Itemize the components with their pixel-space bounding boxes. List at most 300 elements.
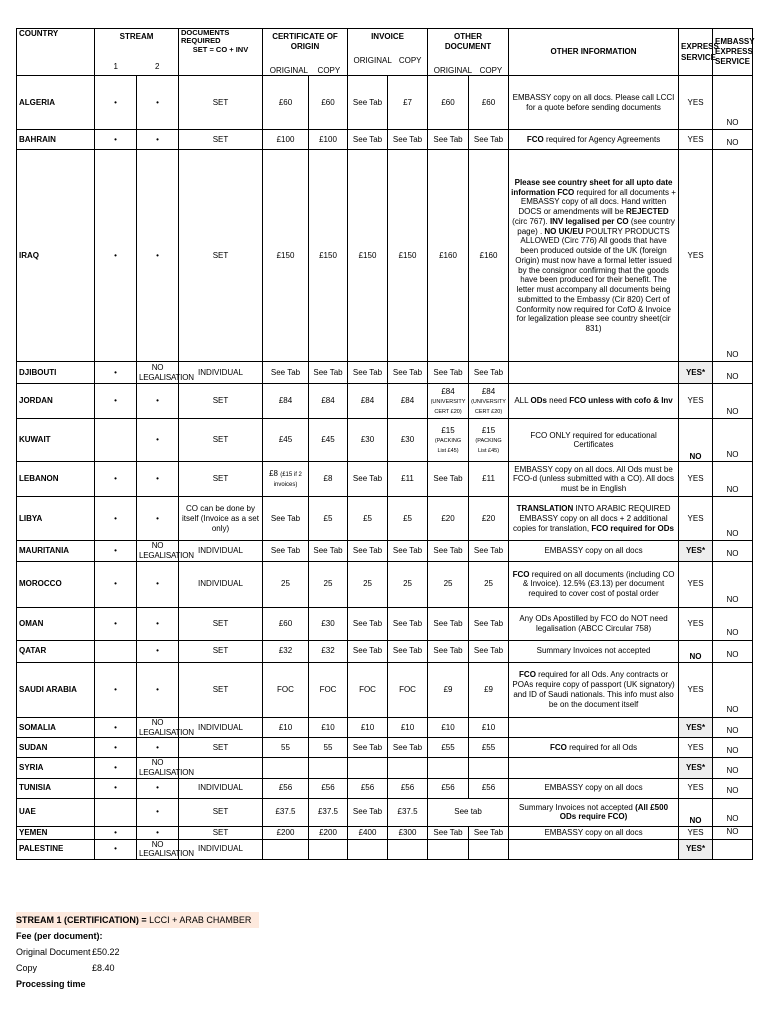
co-copy-fee: £150 <box>309 150 348 362</box>
info-bold: (All £500 ODs require FCO) <box>559 802 669 822</box>
country-name: SOMALIA <box>17 717 95 738</box>
co-original-fee <box>263 419 309 462</box>
other-doc-original-note: (PACKING List £45) <box>434 438 462 455</box>
other-doc-copy-fee <box>469 541 509 562</box>
header-co-copy: COPY <box>317 65 341 75</box>
invoice-copy-fee: £30 <box>388 419 428 462</box>
other-doc-copy-fee <box>469 462 509 497</box>
info-text: required for Agency Agreements <box>543 134 661 144</box>
header-stream <box>95 29 179 76</box>
documents-required: SET <box>179 384 263 419</box>
info-text-3: (see country page) . <box>517 216 675 236</box>
header-inv-copy: COPY <box>398 55 422 65</box>
documents-required: SET <box>179 662 263 717</box>
invoice-copy-fee: £300 <box>388 826 428 839</box>
embassy-express-status: NO <box>713 826 753 839</box>
invoice-original-fee: £5 <box>348 497 388 541</box>
invoice-copy-fee: £10 <box>388 717 428 738</box>
invoice-copy-fee: See Tab <box>388 541 428 562</box>
header-other-document <box>428 29 509 76</box>
country-rows <box>17 76 753 860</box>
invoice-copy-fee <box>388 758 428 779</box>
stream-1-mark: • <box>95 607 137 640</box>
embassy-express-status: NO <box>713 541 753 562</box>
invoice-original-fee: See Tab <box>348 798 388 826</box>
other-information <box>509 826 679 839</box>
fee-copy-label: Copy <box>16 963 38 973</box>
invoice-copy-fee: See Tab <box>388 640 428 662</box>
documents-required: SET <box>179 462 263 497</box>
invoice-copy-fee: £11 <box>388 462 428 497</box>
country-name: LIBYA <box>17 497 95 541</box>
other-doc-original-fee <box>428 738 469 758</box>
info-text: EMBASSY copy on all docs <box>544 827 643 837</box>
header-certificate-of-origin <box>263 29 348 76</box>
info-text: FCO ONLY required for educational Certificates <box>530 430 657 450</box>
documents-required: SET <box>179 130 263 150</box>
co-original-value: £60 <box>278 618 293 628</box>
other-information <box>509 130 679 150</box>
other-doc-copy-value: £20 <box>481 513 496 523</box>
invoice-copy-fee: FOC <box>388 662 428 717</box>
stream-2-mark: • <box>137 640 179 662</box>
other-information <box>509 419 679 462</box>
stream-1-mark: • <box>95 738 137 758</box>
embassy-express-status: NO <box>713 738 753 758</box>
info-bold: ODs <box>530 396 547 406</box>
co-original-value: See Tab <box>270 367 301 377</box>
other-doc-original-value: See Tab <box>433 367 463 377</box>
co-copy-fee: £56 <box>309 778 348 798</box>
invoice-original-fee: £10 <box>348 717 388 738</box>
other-information <box>509 717 679 738</box>
fee-original-label: Original Document <box>16 947 91 957</box>
embassy-express-status: NO <box>713 384 753 419</box>
other-doc-copy-fee <box>469 778 509 798</box>
other-doc-copy-note: (PACKING List £45) <box>475 438 502 455</box>
header-invoice-label: INVOICE <box>371 32 404 41</box>
express-service-status: YES* <box>679 758 713 779</box>
stream-1-mark: • <box>95 717 137 738</box>
stream-1-mark <box>95 640 137 662</box>
stream1-definition <box>16 912 259 928</box>
express-service-status: YES <box>679 662 713 717</box>
express-service-status: YES <box>679 561 713 607</box>
invoice-copy-fee: £37.5 <box>388 798 428 826</box>
express-service-status: YES <box>679 150 713 362</box>
info-text-4: POULTRY PRODUCTS ALLOWED (Circ 776) All goods that have been produced outside of the UK (foreign Origin) must now have a formal letter issued by the consignor confirming that the goods have been produced for their benefit. The letter must accompany all documents being submitted to the Embassy (Cir 820) Cert of Conformity now required for CofO & Invoice for legalization please see country sheet(cir 831) <box>515 226 672 333</box>
invoice-original-fee <box>348 839 388 860</box>
header-stream-label: STREAM <box>119 32 154 41</box>
header-od-label: OTHER DOCUMENT <box>444 32 492 51</box>
other-doc-original-value: See Tab <box>433 618 463 628</box>
other-doc-original-value: See Tab <box>433 646 463 656</box>
co-original-fee <box>263 76 309 130</box>
documents-required: SET <box>179 738 263 758</box>
other-doc-copy-value: See Tab <box>473 827 504 837</box>
fee-original-value: £50.22 <box>92 947 120 957</box>
documents-required: SET <box>179 640 263 662</box>
other-information <box>509 76 679 130</box>
country-name: SAUDI ARABIA <box>17 662 95 717</box>
other-doc-copy-value: See Tab <box>473 646 504 656</box>
stream-fee-notes <box>16 912 416 992</box>
other-doc-copy-value: See Tab <box>473 618 504 628</box>
other-doc-original-value: £20 <box>441 513 455 523</box>
documents-required: SET <box>179 826 263 839</box>
invoice-original-fee: See Tab <box>348 607 388 640</box>
other-information <box>509 541 679 562</box>
table-row <box>17 541 753 562</box>
documents-required: INDIVIDUAL <box>179 541 263 562</box>
info-mid: need <box>546 396 570 406</box>
fee-heading: Fee (per document): <box>16 931 103 941</box>
stream-1-mark: • <box>95 384 137 419</box>
express-service-status: YES <box>679 76 713 130</box>
header-stream-1: 1 <box>113 61 118 71</box>
embassy-express-status: NO <box>713 758 753 779</box>
header-stream-2: 2 <box>155 61 160 71</box>
invoice-copy-fee: £5 <box>388 497 428 541</box>
stream1-value: LCCI + ARAB CHAMBER <box>146 915 252 925</box>
other-doc-original-value: £55 <box>441 742 455 752</box>
co-original-fee <box>263 384 309 419</box>
invoice-copy-fee: See Tab <box>388 130 428 150</box>
other-doc-original-value: £9 <box>443 684 453 694</box>
invoice-original-fee: See Tab <box>348 130 388 150</box>
embassy-express-status: NO <box>713 662 753 717</box>
invoice-original-fee: 25 <box>348 561 388 607</box>
other-doc-copy-fee <box>469 76 509 130</box>
other-information <box>509 839 679 860</box>
info-text: EMBASSY copy on all docs <box>544 546 643 556</box>
other-doc-copy-fee <box>469 717 509 738</box>
other-doc-original-fee <box>428 662 469 717</box>
embassy-express-status: NO <box>713 640 753 662</box>
other-doc-copy-value: £15 <box>481 425 496 435</box>
other-doc-copy-value: £11 <box>482 474 495 484</box>
other-information <box>509 362 679 384</box>
info-text: required for all Ods. Any contracts or POAs require copy of passport (UK signatory) and ID of Saudi nationals. This info must also be on the document itself <box>512 670 675 709</box>
embassy-express-status: NO <box>713 362 753 384</box>
fee-original-row <box>16 944 416 960</box>
header-set-definition: SET = CO + INV <box>192 44 249 54</box>
fee-copy-value: £8.40 <box>92 963 115 973</box>
co-original-value: £56 <box>278 783 293 793</box>
co-original-value: £150 <box>276 250 295 260</box>
legalisation-fee-sheet <box>16 28 755 860</box>
table-row <box>17 497 753 541</box>
invoice-copy-fee <box>388 839 428 860</box>
invoice-original-fee: FOC <box>348 662 388 717</box>
invoice-original-fee: See Tab <box>348 640 388 662</box>
country-name: UAE <box>17 798 95 826</box>
co-copy-fee: £10 <box>309 717 348 738</box>
co-original-value: 25 <box>281 579 290 589</box>
other-doc-original-fee <box>428 150 469 362</box>
info-bold-2: FCO unless with cofo & Inv <box>569 396 673 406</box>
invoice-original-fee <box>348 758 388 779</box>
invoice-copy-fee: £56 <box>388 778 428 798</box>
documents-required: INDIVIDUAL <box>179 839 263 860</box>
other-doc-copy-fee <box>469 384 509 419</box>
co-copy-fee: See Tab <box>309 541 348 562</box>
other-information <box>509 778 679 798</box>
co-copy-fee: £200 <box>309 826 348 839</box>
embassy-express-status: NO <box>713 76 753 130</box>
stream-2-mark: • <box>137 384 179 419</box>
other-doc-original-fee <box>428 462 469 497</box>
embassy-express-status: NO <box>713 462 753 497</box>
other-doc-original-fee <box>428 561 469 607</box>
co-original-fee <box>263 826 309 839</box>
embassy-express-status: NO <box>713 419 753 462</box>
stream-1-mark <box>95 798 137 826</box>
other-doc-original-fee <box>428 497 469 541</box>
table-row <box>17 561 753 607</box>
other-doc-original-value: 25 <box>443 579 453 589</box>
other-doc-original-note: (UNIVERSITY CERT £20) <box>430 399 466 416</box>
co-copy-fee: £37.5 <box>309 798 348 826</box>
embassy-express-status: NO <box>713 561 753 607</box>
invoice-copy-fee: See Tab <box>388 738 428 758</box>
embassy-express-status: NO <box>713 717 753 738</box>
country-name: TUNISIA <box>17 778 95 798</box>
country-name: SYRIA <box>17 758 95 779</box>
co-original-fee <box>263 662 309 717</box>
other-doc-copy-value: £160 <box>479 250 498 260</box>
stream-1-mark: • <box>95 150 137 362</box>
co-copy-fee: £45 <box>309 419 348 462</box>
co-copy-fee: £8 <box>309 462 348 497</box>
other-doc-original-fee <box>428 839 469 860</box>
other-information <box>509 738 679 758</box>
express-service-status: YES* <box>679 541 713 562</box>
co-original-fee <box>263 130 309 150</box>
country-name: BAHRAIN <box>17 130 95 150</box>
header-documents-required <box>179 29 263 76</box>
other-doc-original-fee <box>428 758 469 779</box>
co-original-fee <box>263 778 309 798</box>
info-bold: TRANSLATION <box>516 504 574 514</box>
stream-2-mark: • <box>137 419 179 462</box>
documents-required: SET <box>179 798 263 826</box>
stream-1-mark: • <box>95 758 137 779</box>
express-service-status: NO <box>679 798 713 826</box>
stream-2-mark: • <box>137 826 179 839</box>
co-original-value: £100 <box>276 134 295 144</box>
no-legalisation-note: NO LEGALISATION <box>137 839 179 860</box>
country-name: PALESTINE <box>17 839 95 860</box>
country-name: QATAR <box>17 640 95 662</box>
invoice-original-fee: £400 <box>348 826 388 839</box>
info-fco: FCO <box>557 187 575 197</box>
invoice-original-fee: See Tab <box>348 738 388 758</box>
country-fee-table <box>16 28 753 860</box>
express-service-status: YES <box>679 130 713 150</box>
info-text: Any ODs Apostilled by FCO do NOT need legalisation (ABCC Circular 758) <box>519 614 668 633</box>
stream-1-mark: • <box>95 662 137 717</box>
express-service-status: YES <box>679 826 713 839</box>
other-information <box>509 607 679 640</box>
documents-required: SET <box>179 150 263 362</box>
stream-2-mark: • <box>137 76 179 130</box>
header-express-service: EXPRESS SERVICE <box>679 29 713 76</box>
info-bold: FCO <box>549 742 567 752</box>
other-doc-original-value: £15 <box>441 425 455 435</box>
co-copy-fee: £100 <box>309 130 348 150</box>
other-doc-original-value: £84 <box>441 386 455 396</box>
other-information <box>509 497 679 541</box>
invoice-copy-fee: 25 <box>388 561 428 607</box>
embassy-express-status: NO <box>713 778 753 798</box>
stream-1-mark: • <box>95 839 137 860</box>
country-name: KUWAIT <box>17 419 95 462</box>
co-original-value: £84 <box>278 396 293 406</box>
stream-2-mark: • <box>137 798 179 826</box>
invoice-copy-fee: £84 <box>388 384 428 419</box>
co-original-fee <box>263 717 309 738</box>
co-original-value: £10 <box>278 722 293 732</box>
stream-2-mark: • <box>137 738 179 758</box>
express-service-status: YES <box>679 778 713 798</box>
documents-required: INDIVIDUAL <box>179 778 263 798</box>
documents-required: SET <box>179 419 263 462</box>
documents-required: INDIVIDUAL <box>179 561 263 607</box>
other-doc-copy-fee <box>469 826 509 839</box>
table-row <box>17 607 753 640</box>
stream-1-mark: • <box>95 497 137 541</box>
stream-2-mark: • <box>137 778 179 798</box>
header-co-original: ORIGINAL <box>269 65 308 75</box>
other-doc-copy-value: 25 <box>484 579 493 589</box>
co-original-value: FOC <box>277 684 294 694</box>
co-copy-fee: £84 <box>309 384 348 419</box>
no-legalisation-note: NO LEGALISATION <box>137 362 179 384</box>
info-text: INTO ARABIC REQUIRED EMBASSY copy on all docs + 2 additional copies for translation, <box>513 504 671 533</box>
co-original-fee <box>263 497 309 541</box>
co-original-value: £45 <box>278 435 293 445</box>
info-text: required on all documents (including CO & Invoice). 12.5% (£3.13) per document required to cover cost of postal order <box>522 569 675 599</box>
info-notice: Please see country sheet for all upto date information <box>511 177 673 197</box>
fee-copy-row <box>16 960 416 976</box>
country-name: YEMEN <box>17 826 95 839</box>
invoice-original-fee: £150 <box>348 150 388 362</box>
header-embassy-express-service: EMBASSY EXPRESS SERVICE <box>713 29 753 76</box>
documents-required: INDIVIDUAL <box>179 717 263 738</box>
info-bold: FCO <box>519 670 536 680</box>
info-rejected: REJECTED <box>625 207 669 216</box>
express-service-status: YES* <box>679 839 713 860</box>
other-information <box>509 384 679 419</box>
co-original-value: £200 <box>276 827 295 837</box>
invoice-original-fee: £84 <box>348 384 388 419</box>
processing-time-label: Processing time <box>16 979 86 989</box>
info-bold-2: FCO required for ODs <box>591 523 674 533</box>
table-row <box>17 826 753 839</box>
country-name: SUDAN <box>17 738 95 758</box>
info-no-uk-eu: NO UK/EU <box>544 226 584 236</box>
info-bold: FCO <box>512 569 530 579</box>
other-information <box>509 662 679 717</box>
table-row <box>17 778 753 798</box>
co-original-fee <box>263 561 309 607</box>
other-doc-original-fee <box>428 130 469 150</box>
co-copy-fee: 25 <box>309 561 348 607</box>
express-service-status: YES* <box>679 717 713 738</box>
country-name: IRAQ <box>17 150 95 362</box>
no-legalisation-note: NO LEGALISATION <box>137 541 179 562</box>
header-od-original: ORIGINAL <box>433 65 473 75</box>
co-copy-fee: £30 <box>309 607 348 640</box>
country-name: JORDAN <box>17 384 95 419</box>
stream-1-mark: • <box>95 362 137 384</box>
other-doc-copy-value: £55 <box>481 742 496 752</box>
stream-1-mark: • <box>95 778 137 798</box>
country-name: OMAN <box>17 607 95 640</box>
other-doc-copy-fee <box>469 758 509 779</box>
table-row <box>17 758 753 779</box>
stream-2-mark: • <box>137 497 179 541</box>
express-service-status: YES* <box>679 362 713 384</box>
info-text-1: required for all documents + EMBASSY copy of all docs. Hand written DOCS or amendments will be <box>518 187 676 216</box>
embassy-express-status: NO <box>713 150 753 362</box>
other-doc-original-fee <box>428 419 469 462</box>
embassy-express-status <box>713 839 753 860</box>
invoice-copy-fee: £150 <box>388 150 428 362</box>
other-doc-copy-fee <box>469 607 509 640</box>
other-doc-copy-fee <box>469 362 509 384</box>
country-name: DJIBOUTI <box>17 362 95 384</box>
other-information <box>509 561 679 607</box>
info-bold: FCO <box>526 134 544 144</box>
co-original-value: See Tab <box>270 546 301 556</box>
other-doc-copy-fee <box>469 561 509 607</box>
express-service-status: YES <box>679 384 713 419</box>
country-name: LEBANON <box>17 462 95 497</box>
embassy-express-status: NO <box>713 130 753 150</box>
table-row <box>17 640 753 662</box>
invoice-original-fee: See Tab <box>348 76 388 130</box>
other-doc-original-fee <box>428 607 469 640</box>
other-doc-original-value: £160 <box>439 250 457 260</box>
other-doc-original-value: See Tab <box>433 546 463 556</box>
other-information <box>509 758 679 779</box>
co-copy-fee: FOC <box>309 662 348 717</box>
info-prefix: ALL <box>514 396 531 406</box>
invoice-original-fee: £30 <box>348 419 388 462</box>
other-doc-original-fee <box>428 717 469 738</box>
other-information <box>509 462 679 497</box>
stream1-label: STREAM 1 (CERTIFICATION) = <box>16 915 147 925</box>
other-doc-original-value: See Tab <box>433 474 463 484</box>
co-original-note: (£15 if 2 invoices) <box>273 471 302 489</box>
other-doc-copy-fee <box>469 130 509 150</box>
documents-required: SET <box>179 607 263 640</box>
co-original-fee <box>263 738 309 758</box>
co-original-value: See Tab <box>270 513 301 523</box>
stream-1-mark: • <box>95 462 137 497</box>
other-doc-original-fee <box>428 76 469 130</box>
express-service-status: NO <box>679 419 713 462</box>
info-inv-legalised: INV legalised per CO <box>549 216 629 226</box>
table-row <box>17 662 753 717</box>
other-doc-original-fee <box>428 384 469 419</box>
table-row <box>17 130 753 150</box>
no-legalisation-note: NO LEGALISATION <box>137 758 179 779</box>
express-service-status: YES <box>679 497 713 541</box>
co-copy-fee: £60 <box>309 76 348 130</box>
